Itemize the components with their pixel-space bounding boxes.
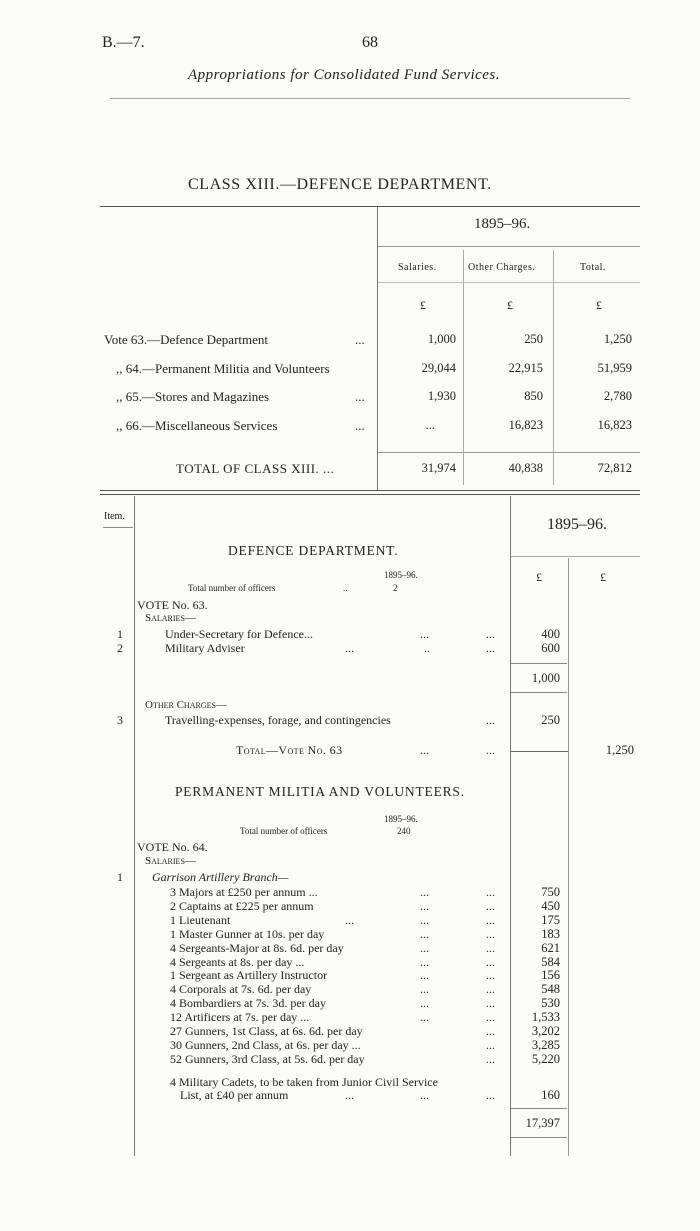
summary-total-value: 2,780 [603,389,632,403]
leader-dots: ... [486,627,495,641]
leader-dots: ... [420,940,429,955]
leader-dots: ... [345,912,354,927]
detail-currency-totals: £ [600,570,606,584]
defence-officers-dots: .. [343,583,348,593]
page-ref: B.—7. [102,34,145,51]
summary-row-dots: ... [355,389,365,404]
militia-subtotal-rule [511,1108,567,1109]
militia-line-label: 4 Corporals at 7s. 6d. per day [170,982,312,997]
defence-vote-total-label: Total—Vote No. 63 [236,743,343,757]
summary-other-value: 250 [524,332,543,346]
summary-col-divider-2 [553,250,554,485]
cadets-line-2: List, at £40 per annum [180,1088,289,1102]
salary-line-label: Under-Secretary for Defence... [165,627,314,641]
cadets-line-1: 4 Military Cadets, to be taken from Junior Civil Service [170,1075,438,1089]
defence-officers-year: 1895–96. [384,570,418,580]
leader-dots: ... [420,1088,429,1102]
line-item-number: 1 [117,870,123,884]
salary-line-amount: 400 [541,627,560,641]
defence-subtotal-rule-bottom [511,692,567,693]
salary-line-amount: 600 [541,641,560,655]
summary-salaries-value: 1,000 [427,332,456,346]
summary-year: 1895–96. [474,216,531,232]
militia-line-amount: 156 [541,968,560,983]
summary-row-label: ,, 66.—Miscellaneous Services [116,418,278,433]
leader-dots: ... [420,996,429,1011]
summary-row-dots: ... [355,418,365,433]
leader-dots: ... [486,940,495,955]
summary-salaries-value: 29,044 [421,361,456,375]
leader-dots: ... [420,743,429,757]
leader-dots: ... [486,982,495,997]
currency-salaries: £ [420,298,426,312]
leader-dots: ... [486,898,495,913]
militia-subtotal-rule-bottom [511,1137,567,1138]
cadets-amount: 160 [541,1088,560,1102]
leader-dots: ... [420,912,429,927]
defence-other-heading: Other Charges— [145,699,227,711]
militia-salaries-heading: Salaries— [145,855,196,867]
leader-dots: ... [486,1088,495,1102]
leader-dots: ... [486,743,495,757]
militia-line-label: 4 Sergeants at 8s. per day ... [170,954,305,969]
militia-line-label: 27 Gunners, 1st Class, at 6s. 6d. per day [170,1024,363,1038]
militia-line-amount: 1,533 [531,1010,560,1025]
militia-line-amount: 5,220 [531,1051,560,1066]
summary-total-value: 16,823 [597,418,632,432]
summary-salaries-value: 1,930 [427,389,456,403]
summary-total-value: 51,959 [597,361,632,375]
amount-column-divider-left [510,496,511,1156]
leader-dots: ... [486,885,495,899]
leader-dots: ... [486,954,495,969]
summary-other-value: 16,823 [508,418,543,432]
line-item-number: 3 [117,713,123,727]
defence-subtotal-rule [511,663,567,664]
militia-line-label: 4 Sergeants-Major at 8s. 6d. per day [170,940,344,955]
leader-dots: ... [420,926,429,941]
defence-salaries-subtotal: 1,000 [531,671,560,685]
leader-dots: ... [486,996,495,1011]
class-title: CLASS XIII.—DEFENCE DEPARTMENT. [188,176,492,193]
defence-salaries-heading: Salaries— [145,612,196,624]
militia-line-amount: 621 [541,940,560,955]
militia-line-label: 30 Gunners, 2nd Class, at 6s. per day ... [170,1037,361,1052]
leader-dots: ... [420,627,429,641]
militia-line-amount: 530 [541,996,560,1011]
summary-other-value: 22,915 [508,361,543,375]
summary-row-label: Vote 63.—Defence Department [104,332,269,347]
leader-dots: ... [420,982,429,997]
defence-heading: DEFENCE DEPARTMENT. [228,543,399,558]
militia-line-label: 52 Gunners, 3rd Class, at 5s. 6d. per day [170,1051,365,1066]
militia-line-label: 3 Majors at £250 per annum ... [170,885,318,899]
item-column-header: Item. [104,511,125,522]
other-line-amount: 250 [541,713,560,727]
militia-line-label: 1 Master Gunner at 10s. per day [170,926,325,941]
defence-officers-label: Total number of officers [188,583,276,593]
col-header-other-charges: Other Charges. [468,262,536,273]
detail-currency-items: £ [536,570,542,584]
col-header-total: Total. [580,262,606,273]
militia-line-amount: 450 [541,898,560,913]
summary-label-divider [377,207,378,490]
militia-line-amount: 548 [541,982,560,997]
page-number: 68 [362,34,378,51]
leader-dots: ... [486,926,495,941]
leader-dots: ... [486,968,495,983]
leader-dots: .. [424,641,430,655]
amount-column-divider-mid [568,558,569,1156]
currency-other: £ [507,298,513,312]
line-item-number: 1 [117,627,123,641]
defence-total-rule [511,751,568,752]
militia-line-amount: 175 [541,912,560,927]
leader-dots: ... [486,713,495,727]
leader-dots: ... [486,641,495,655]
detail-year-rule [511,556,640,557]
leader-dots: ... [420,954,429,969]
leader-dots: ... [345,1088,354,1102]
militia-line-amount: 3,202 [531,1024,560,1038]
leader-dots: ... [420,898,429,913]
running-title: Appropriations for Consolidated Fund Services. [188,67,501,83]
defence-vote-total: 1,250 [605,743,634,757]
militia-line-label: 1 Sergeant as Artillery Instructor [170,968,328,983]
leader-dots: ... [420,1010,429,1025]
col-header-salaries: Salaries. [398,262,437,273]
header-rule [110,98,630,99]
militia-salaries-subtotal: 17,397 [525,1116,560,1130]
summary-salaries-value: ... [425,418,435,432]
leader-dots: ... [345,641,354,655]
militia-line-amount: 183 [541,926,560,941]
summary-other-value: 850 [524,389,543,403]
summary-total-salaries: 31,974 [421,461,456,475]
defence-vote-label: VOTE No. 63. [137,598,208,612]
militia-officers-count: 240 [397,826,411,836]
summary-col-header-rule [378,282,640,283]
leader-dots: ... [486,1037,495,1052]
militia-line-amount: 584 [541,954,560,969]
summary-total-rule [378,452,640,453]
militia-line-label: 1 Lieutenant [170,912,231,927]
leader-dots: ... [486,912,495,927]
militia-line-amount: 3,285 [531,1037,560,1052]
leader-dots: ... [486,1010,495,1025]
item-column-divider [134,496,135,1156]
leader-dots: ... [486,1051,495,1066]
leader-dots: ... [420,885,429,899]
militia-vote-label: VOTE No. 64. [137,840,208,854]
militia-line-label: 12 Artificers at 7s. per day ... [170,1010,310,1025]
summary-grand-total: 72,812 [597,461,632,475]
detail-year: 1895–96. [547,516,607,533]
militia-line-label: 2 Captains at £225 per annum [170,898,314,913]
summary-top-rule [100,206,640,207]
militia-officers-year: 1895–96. [384,814,418,824]
militia-heading: PERMANENT MILITIA AND VOLUNTEERS. [175,784,465,799]
summary-double-rule-2 [100,494,640,495]
summary-double-rule-1 [100,490,640,491]
militia-branch-label: Garrison Artillery Branch— [152,870,289,884]
other-line-label: Travelling-expenses, forage, and contingencies [165,713,391,727]
salary-line-label: Military Adviser [165,641,245,655]
summary-total-label: TOTAL OF CLASS XIII. ... [176,461,335,476]
item-header-rule [103,527,133,528]
summary-year-rule [378,246,640,247]
currency-total: £ [596,298,602,312]
leader-dots: ... [486,1024,495,1038]
summary-total-value: 1,250 [603,332,632,346]
summary-col-divider-1 [463,250,464,485]
line-item-number: 2 [117,641,123,655]
summary-total-other: 40,838 [508,461,543,475]
militia-officers-label: Total number of officers [240,826,328,836]
summary-row-dots: ... [355,332,365,347]
defence-officers-count: 2 [393,583,398,593]
militia-line-label: 4 Bombardiers at 7s. 3d. per day [170,996,326,1011]
leader-dots: ... [420,968,429,983]
militia-line-amount: 750 [541,885,560,899]
summary-row-label: ,, 64.—Permanent Militia and Volunteers [116,361,330,376]
summary-row-label: ,, 65.—Stores and Magazines [116,389,270,404]
